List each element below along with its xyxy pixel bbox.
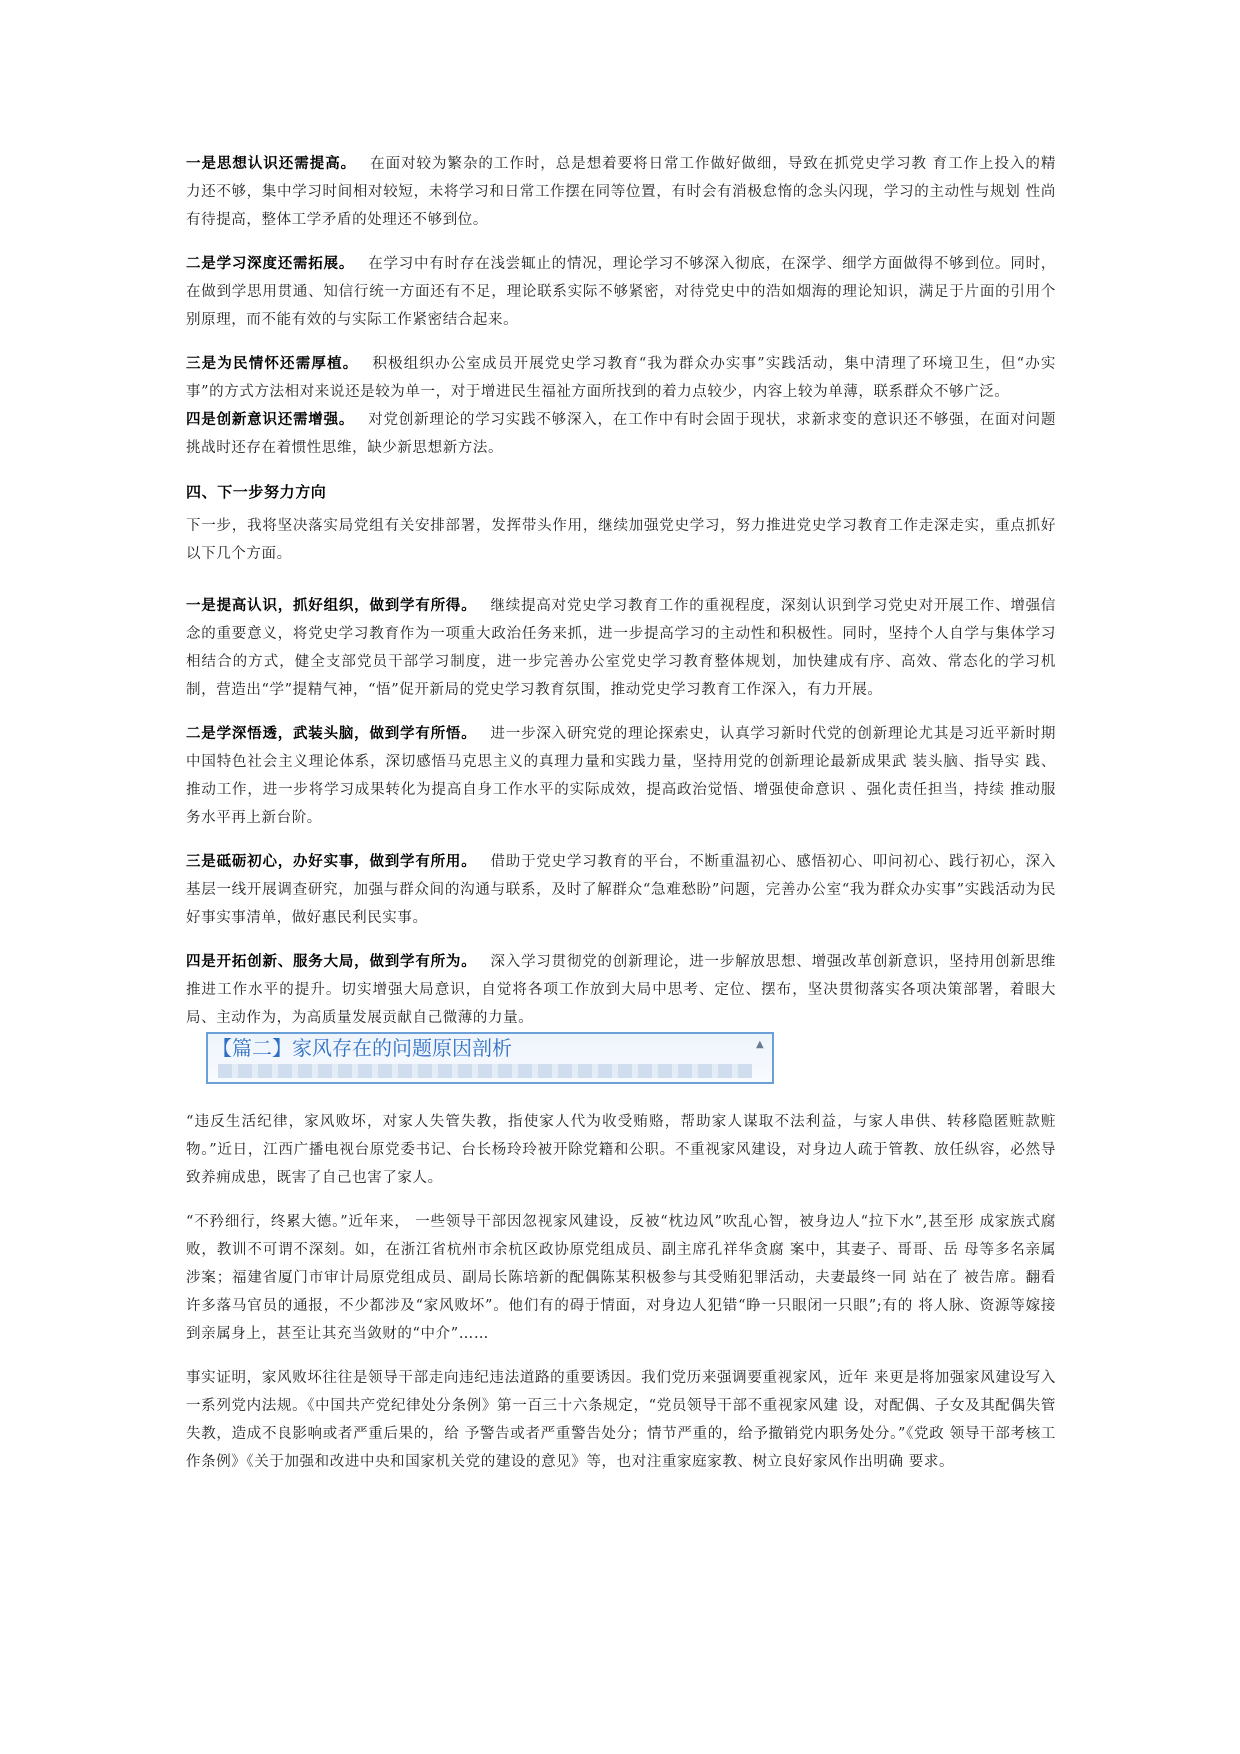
banner-blurred-subtitle <box>218 1064 752 1078</box>
banner-title: 【篇二】家风存在的问题原因剖析 <box>212 1036 512 1060</box>
article-title-banner <box>206 1032 774 1084</box>
paragraph-shortcoming-1 <box>186 150 1056 234</box>
paragraph-plan-2 <box>186 720 1056 832</box>
paragraph-text: 借助于党史学习教育的平台，不断重温初心、感悟初心、叩问初心、践行初心，深入基层一线开展调查研究，加强与群众间的沟通与联系，及时了解群众“急难愁盼”问题，完善办公室“我为群众办实事”实践活动为民好事实事清单，做好惠民利民实事。 <box>186 854 1056 926</box>
paragraph-lead: 一是思想认识还需提高。 <box>186 156 357 172</box>
paragraph-text: 深入学习贯彻党的创新理论，进一步解放思想、增强改革创新意识，坚持用创新思维推进工作水平的提升。切实增强大局意识，自觉将各项工作放到大局中思考、定位、摆布，坚决贯彻落实各项决策部署，着眼大局、主动作为，为高质量发展贡献自己微薄的力量。 <box>186 954 1056 1026</box>
paragraph-text: 在面对较为繁杂的工作时，总是想着要将日常工作做好做细，导致在抓党史学习教 育工作上投入的精 力还不够，集中学习时间相对较短，未将学习和日常工作摆在同等位置，有时会有消极怠惰的念头闪现，学习的主动性与规划 性尚有待提高，整体工学矛盾的处理还不够到位。 <box>186 156 1056 228</box>
paragraph-lead: 二是学深悟透，武装头脑，做到学有所悟。 <box>186 726 477 742</box>
paragraph-family-1: “违反生活纪律，家风败坏，对家人失管失教，指使家人代为收受贿赂，帮助家人谋取不法利益，与家人串供、转移隐匿赃款赃物。”近日，江西广播电视台原党委书记、台长杨玲玲被开除党籍和公职。不重视家风建设，对身边人疏于管教、放任纵容，必然导致养痈成患，既害了自己也害了家人。 <box>186 1114 1056 1186</box>
paragraph-plan-3 <box>186 848 1056 932</box>
paragraph-text: 进一步深入研究党的理论探索史，认真学习新时代党的创新理论尤其是习近平新时期中国特色社会主义理论体系，深切感悟马克思主义的真理力量和实践力量，坚持用党的创新理论最新成果武 装头脑、指导实 践、推动工作，进一步将学习成果转化为提高自身工作水平的实际成效，提高政治觉悟、增强使命意识 、强化责任担当，持续 推动服务水平再上新台阶。 <box>186 726 1056 826</box>
intro-paragraph: 下一步，我将坚决落实局党组有关安排部署，发挥带头作用，继续加强党史学习，努力推进党史学习教育工作走深走实，重点抓好以下几个方面。 <box>186 518 1056 562</box>
paragraph-shortcoming-4 <box>186 406 1056 462</box>
paragraph-text: 继续提高对党史学习教育工作的重视程度，深刻认识到学习党史对开展工作、增强信念的重要意义，将党史学习教育作为一项重大政治任务来抓，进一步提高学习的主动性和积极性。同时，坚持个人自学与集体学习相结合的方式，健全支部党员干部学习制度，进一步完善办公室党史学习教育整体规划，加快建成有序、高效、常态化的学习机制，营造出“学”提精气神，“悟”促开新局的党史学习教育氛围，推动党史学习教育工作深入，有力开展。 <box>186 598 1056 698</box>
paragraph-shortcoming-2 <box>186 250 1056 334</box>
paragraph-family-2: “不矜细行，终累大德。”近年来， 一些领导干部因忽视家风建设，反被“枕边风”吹乱心智，被身边人“拉下水”,甚至形 成家族式腐败，教训不可谓不深刻。如，在浙江省杭州市余杭区政协原党组成员、副主席孔祥华贪腐 案中，其妻子、哥哥、岳 母等多名亲属涉案；福建省厦门市审计局原党组成员、副局长陈培新的配偶陈某积极参与其受贿犯罪活动，夫妻最终一同 站在了 被告席。翻看许多落马官员的通报，不少都涉及“家风败坏”。他们有的碍于情面，对身边人犯错“睁一只眼闭一只眼”;有的 将人脉、资源等嫁接到亲属身上，甚至让其充当敛财的“中介”…… <box>186 1214 1056 1342</box>
paragraph-lead: 四是创新意识还需增强。 <box>186 412 355 428</box>
paragraph-text: 积极组织办公室成员开展党史学习教育“我为群众办实事”实践活动，集中清理了环境卫生，但“办实事”的方式方法相对来说还是较为单一，对于增进民生福祉方面所找到的着力点较少，内容上较为单薄，联系群众不够广泛。 <box>186 356 1056 400</box>
paragraph-lead: 三是为民情怀还需厚植。 <box>186 356 359 372</box>
paragraph-family-3: 事实证明，家风败坏往往是领导干部走向违纪违法道路的重要诱因。我们党历来强调要重视家风，近年 来更是将加强家风建设写入一系列党内法规。《中国共产党纪律处分条例》第一百三十六条规定，“党员领导干部不重视家风建 设，对配偶、子女及其配偶失管失教，造成不良影响或者严重后果的，给 予警告或者严重警告处分；情节严重的，给予撤销党内职务处分。”《党政 领导干部考核工作条例》《关于加强和改进中央和国家机关党的建设的意见》等，也对注重家庭家教、树立良好家风作出明确 要求。 <box>186 1370 1056 1470</box>
paragraph-plan-4 <box>186 948 1056 1032</box>
caret-up-icon: ▲ <box>756 1039 765 1050</box>
section-heading: 四、下一步努力方向 <box>186 483 327 501</box>
paragraph-plan-1 <box>186 592 1056 704</box>
paragraph-lead: 二是学习深度还需拓展。 <box>186 256 355 272</box>
document-page <box>186 150 1056 1492</box>
paragraph-text: 对党创新理论的学习实践不够深入，在工作中有时会固于现状，求新求变的意识还不够强，在面对问题挑战时还存在着惯性思维，缺少新思想新方法。 <box>186 412 1056 456</box>
paragraph-shortcoming-3 <box>186 350 1056 406</box>
paragraph-lead: 一是提高认识，抓好组织，做到学有所得。 <box>186 598 477 614</box>
paragraph-lead: 四是开拓创新、服务大局，做到学有所为。 <box>186 954 477 970</box>
paragraph-text: 在学习中有时存在浅尝辄止的情况，理论学习不够深入彻底，在深学、细学方面做得不够到位。同时，在做到学思用贯通、知信行统一方面还有不足，理论联系实际不够紧密，对待党史中的浩如烟海的理论知识，满足于片面的引用个别原理，而不能有效的与实际工作紧密结合起来。 <box>186 256 1056 328</box>
paragraph-lead: 三是砥砺初心，办好实事，做到学有所用。 <box>186 854 477 870</box>
